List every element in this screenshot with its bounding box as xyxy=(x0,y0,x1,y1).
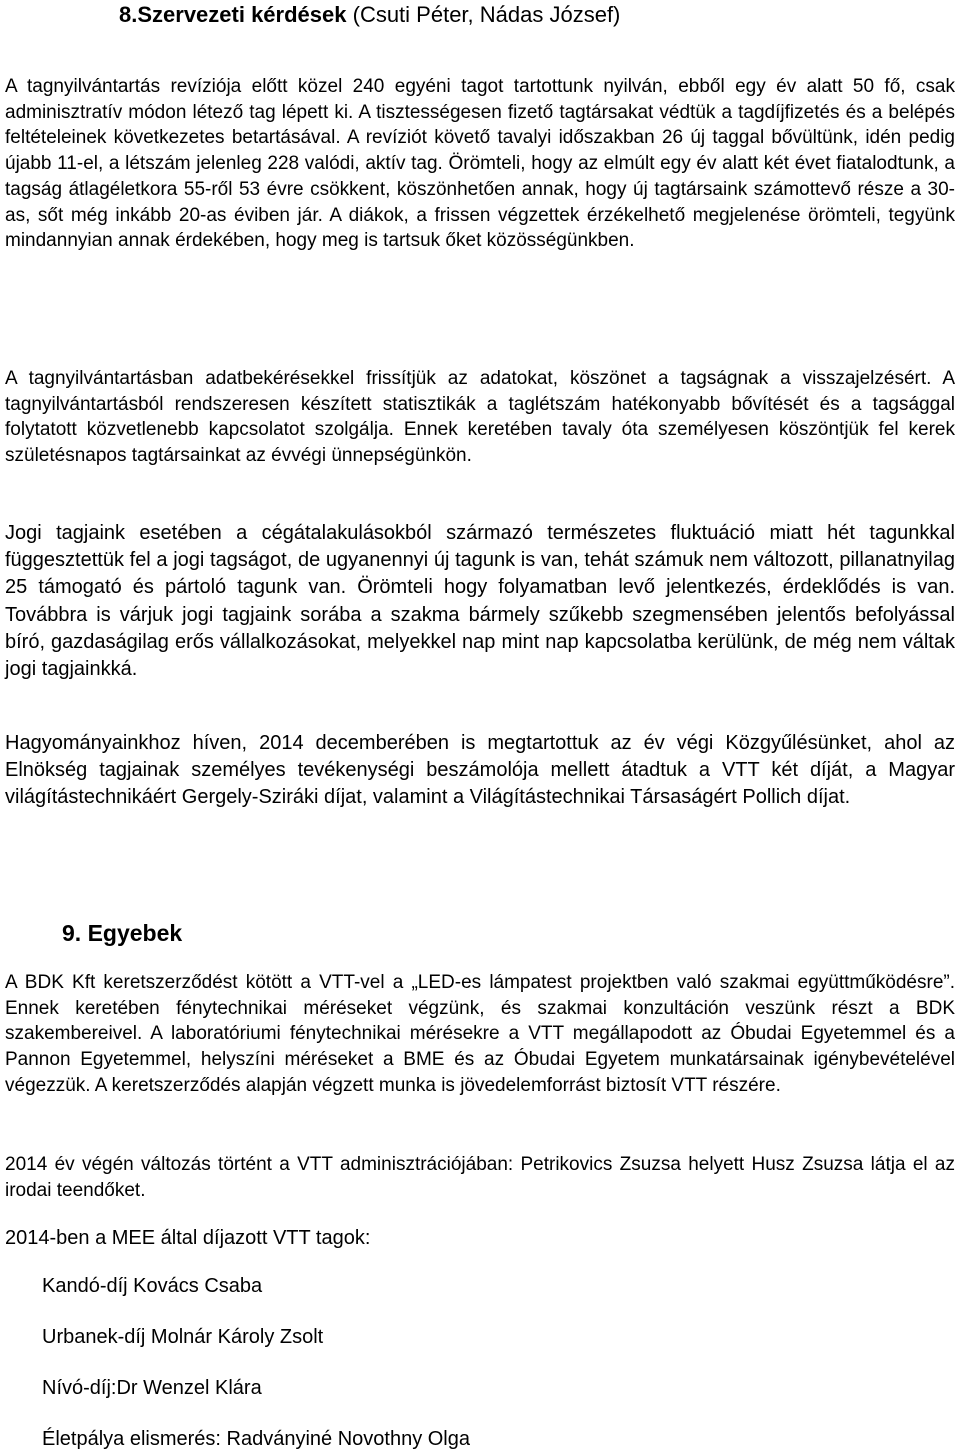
section-8-title: 8.Szervezeti kérdések xyxy=(119,2,347,27)
paragraph-membership-revision: A tagnyilvántartás revíziója előtt közel 240 egyéni tagot tartottunk nyilván, ebből egy év alatt 50 fő, csak adminisztratív módon létező tag lépett ki. A tisztességesen fizető tagtársakat védtük a tagdíjfizetés és a belépés feltételeinek következetes betartásával. A revíziót követő tavalyi időszakban 26 új taggal bővültünk, idén pedig újabb 11-el, a létszám jelenleg 228 valódi, aktív tag. Örömteli, hogy az elmúlt egy év alatt két évet fiatalodtunk, a tagság átlagéletkora 55-ről 53 évre csökkent, köszönhetően annak, hogy új tagtársaink számottevő része a 30-as, sőt még inkább 20-as éviben jár. A diákok, a frissen végzettek érzékelhető megjelenése örömteli, tegyünk mindannyian annak érdekében, hogy meg is tartsuk őket közösségünkben. xyxy=(5,76,955,252)
paragraph-bdk-contract: A BDK Kft keretszerződést kötött a VTT-vel a „LED-es lámpatest projektben való szakmai együttműködésre”. Ennek keretében fénytechnikai méréseket végzünk, és szakmai konzultáción veszünk részt a BDK szakembereivel. A laboratóriumi fénytechnikai mérésekre a VTT megállapodott az Óbudai Egyetemmel és a Pannon Egyetemmel, helyszíni méréseket a BME és az Óbudai Egyetem munkatársainak igénybevételével végezzük. A keretszerződés alapján végzett munka is jövedelemforrást biztosít VTT részére. xyxy=(5,972,955,1096)
awards-intro: 2014-ben a MEE által díjazott VTT tagok: xyxy=(5,1227,371,1249)
section-8-heading xyxy=(119,2,620,28)
award-item: Nívó-díj:Dr Wenzel Klára xyxy=(42,1377,262,1399)
paragraph-membership-registry: A tagnyilvántartásban adatbekérésekkel frissítjük az adatokat, köszönet a tagságnak a visszajelzésért. A tagnyilvántartásból rendszeresen készített statisztikák a taglétszám hatékonyabb bővítését és a tagsággal folytatott közvetlenebb kapcsolatot szolgálja. Ennek keretében tavaly óta személyesen köszöntjük fel kerek születésnapos tagtársainkat az évvégi ünnepségünkön. xyxy=(5,368,955,467)
section-8-authors: (Csuti Péter, Nádas József) xyxy=(346,2,621,27)
paragraph-admin-change: 2014 év végén változás történt a VTT adminisztrációjában: Petrikovics Zsuzsa helyett Husz Zsuzsa látja el az irodai teendőket. xyxy=(5,1154,955,1201)
section-9-heading: 9. Egyebek xyxy=(62,920,183,946)
award-item: Életpálya elismerés: Radványiné Novothny Olga xyxy=(42,1428,470,1450)
paragraph-legal-members: Jogi tagjaink esetében a cégátalakulásokból származó természetes fluktuáció miatt hét tagunkkal függesztettük fel a jogi tagságot, de ugyanennyi új tagunk is van, tehát számuk nem változott, pillanatnyilag 25 támogató és pártoló tagunk van. Örömteli hogy folyamatban levő jelentkezés, érdeklődés is van. Továbbra is várjuk jogi tagjaink sorába a szakma bármely szűkebb szegmensében jelentős befolyással bíró, gazdaságilag erős vállalkozásokat, melyekkel nap mint nap kapcsolatba kerülünk, de még nem váltak jogi tagjainkká. xyxy=(5,522,955,681)
award-item: Kandó-díj Kovács Csaba xyxy=(42,1275,263,1297)
paragraph-general-assembly: Hagyományainkhoz híven, 2014 decemberében is megtartottuk az év végi Közgyűlésünket, ahol az Elnökség tagjainak személyes tevékenységi beszámolója mellett átadtuk a VTT két díját, a Magyar világítástechnikáért Gergely-Sziráki díjat, valamint a Világítástechnikai Társaságért Pollich díjat. xyxy=(5,732,955,809)
award-item: Urbanek-díj Molnár Károly Zsolt xyxy=(42,1326,324,1348)
